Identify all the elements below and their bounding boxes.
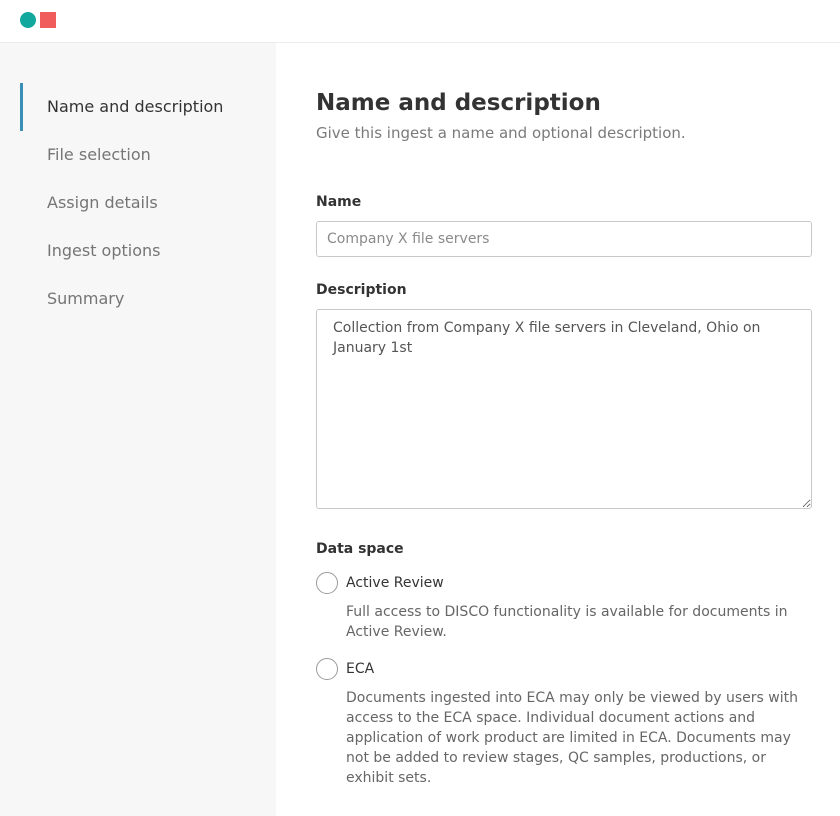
active-review-description: Full access to DISCO functionality is available for documents in Active Review.: [346, 604, 788, 640]
active-review-label[interactable]: Active Review: [346, 575, 444, 591]
eca-label[interactable]: ECA: [346, 661, 375, 677]
name-input[interactable]: [316, 221, 812, 257]
eca-radio[interactable]: [316, 658, 338, 680]
app-logo[interactable]: [20, 12, 60, 28]
sidebar-item-file-selection[interactable]: File selection: [47, 145, 151, 164]
sidebar-item-summary[interactable]: Summary: [47, 289, 125, 308]
page-subtitle: Give this ingest a name and optional description.: [316, 124, 686, 142]
sidebar-item-assign-details[interactable]: Assign details: [47, 193, 158, 212]
eca-description: Documents ingested into ECA may only be viewed by users with access to the ECA space. Individual document actions and application of work product are limited in ECA. Documents may not be added to review stages, QC samples, productions, or exhibit sets.: [346, 690, 798, 786]
description-label: Description: [316, 282, 407, 298]
page-title: Name and description: [316, 90, 601, 116]
top-bar: [0, 0, 840, 43]
data-space-label: Data space: [316, 541, 404, 557]
logo-square-icon: [40, 12, 56, 28]
logo-circle-icon: [20, 12, 36, 28]
sidebar: [0, 43, 276, 816]
name-label: Name: [316, 194, 362, 210]
sidebar-item-name-and-description[interactable]: Name and description: [20, 83, 260, 131]
sidebar-item-ingest-options[interactable]: Ingest options: [47, 241, 161, 260]
description-textarea[interactable]: [316, 309, 812, 509]
radio-option-eca[interactable]: [316, 658, 816, 682]
main-content: [276, 43, 840, 816]
active-review-radio[interactable]: [316, 572, 338, 594]
radio-option-active-review[interactable]: [316, 572, 816, 596]
